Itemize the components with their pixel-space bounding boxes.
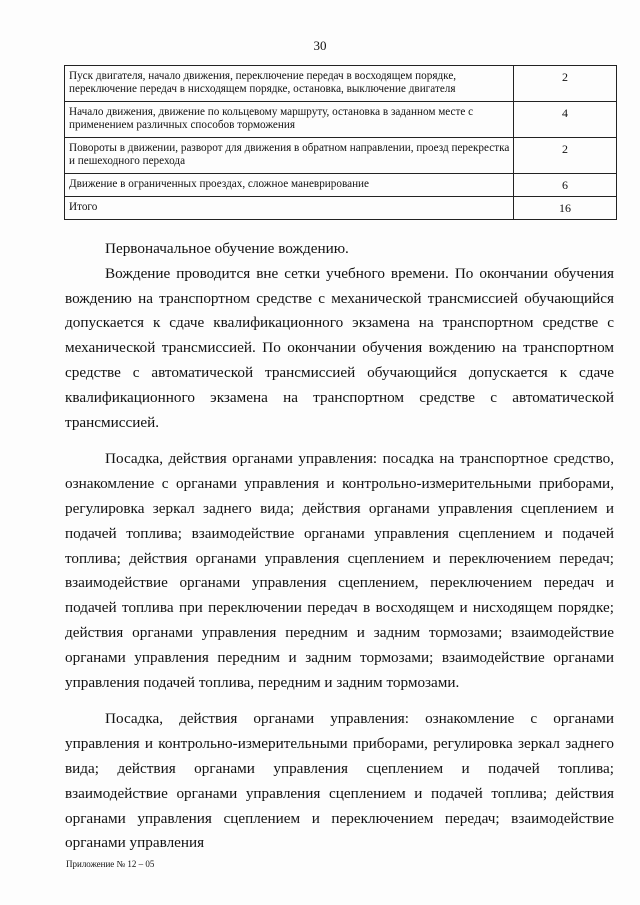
table-row: [65, 197, 617, 220]
hours-cell: 6: [514, 174, 617, 197]
paragraph: Вождение проводится вне сетки учебного времени. По окончании обучения вождению на транспортном средстве с механической трансмиссией обучающийся допускается к сдаче квалификационного экзамена на транспортном средстве с механической трансмиссией. По окончании обучения вождению на транспортном средстве с автоматической трансмиссией обучающийся допускается к сдаче квалификационного экзамена на транспортном средстве с автоматической трансмиссией.: [65, 264, 614, 431]
hours-cell: 16: [514, 197, 617, 220]
topic-cell: Повороты в движении, разворот для движения в обратном направлении, проезд перекрестка и пешеходного перехода: [65, 138, 514, 174]
table-row: [65, 66, 617, 102]
table-row: [65, 174, 617, 197]
paragraph: Посадка, действия органами управления: посадка на транспортное средство, ознакомление с органами управления и контрольно-измерительными приборами, регулировка зеркал заднего вида; действия органами управления сцеплением и подачей топлива; взаимодействие органами управления сцеплением и подачей топлива; действия органами управления сцеплением и переключением передач; взаимодействие органами управления сцеплением, переключением передач и подачей топлива при переключении передач в восходящем и нисходящем порядке; действия органами управления передним и задним тормозами; взаимодействие органами управления передним и задним тормозами; взаимодействие органами управления подачей топлива, передним и задним тормозами.: [65, 450, 614, 691]
page-number: 30: [313, 38, 327, 53]
paragraph: Посадка, действия органами управления: ознакомление с органами управления и контрольно-измерительными приборами, регулировка зеркал заднего вида; действия органами управления сцеплением и подачей топлива; взаимодействие органами управления сцеплением и подачей топлива; действия органами управления сцеплением и переключением передач; взаимодействие органами управления: [65, 710, 614, 852]
footer-note: Приложение № 12 – 05: [66, 859, 155, 869]
body-text: [65, 237, 614, 856]
table-row: [65, 138, 617, 174]
hours-cell: 4: [514, 102, 617, 138]
hours-table: [64, 65, 617, 220]
topic-cell: Итого: [65, 197, 514, 220]
topic-cell: Начало движения, движение по кольцевому маршруту, остановка в заданном месте с применением различных способов торможения: [65, 102, 514, 138]
hours-cell: 2: [514, 66, 617, 102]
topic-cell: Движение в ограниченных проездах, сложное маневрирование: [65, 174, 514, 197]
topic-cell: Пуск двигателя, начало движения, переключение передач в восходящем порядке, переключение передач в нисходящем порядке, остановка, выключение двигателя: [65, 66, 514, 102]
hours-cell: 2: [514, 138, 617, 174]
table-row: [65, 102, 617, 138]
section-heading: Первоначальное обучение вождению.: [105, 240, 349, 257]
